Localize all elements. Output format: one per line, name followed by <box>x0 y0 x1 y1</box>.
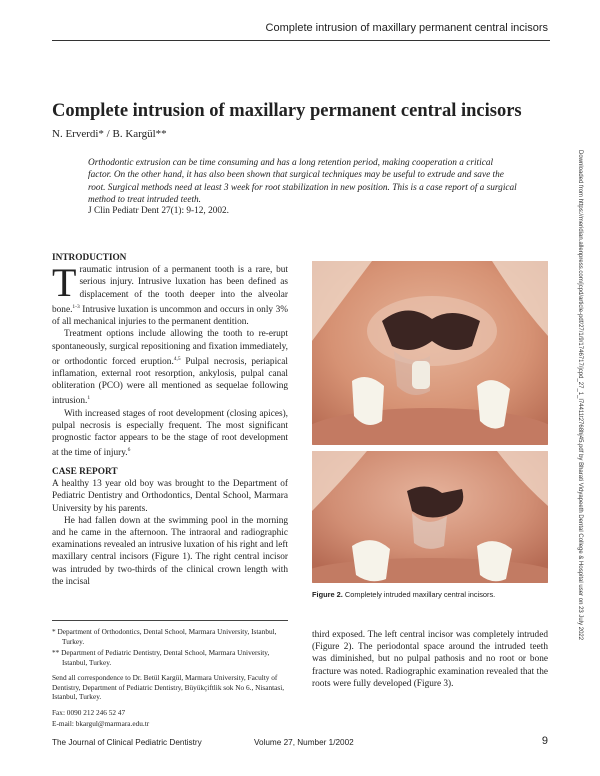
right-column-text <box>312 629 548 690</box>
case-paragraph-2: He had fallen down at the swimming pool in the morning and he came in the afternoon. The intraoral and radiographic examinations revealed an intrusive luxation of his right and left maxillary central incisors (Figure 1). The right central incisor was intruded by two-thirds of the clinical crown length with the incisal <box>52 515 288 587</box>
case-report-section <box>52 466 288 588</box>
intro-paragraph-2: Treatment options include allowing the tooth to re-erupt spontaneously, surgical repositioning and fixation immediately, or orthodontic forced eruption.$^{4,5}$ Pulpal necrosis, periapical inflamation, external root resorption, ankylosis, pulpal canal obliteration (PCO) were all mentioned as sequelae following intrusion.$^1$ <box>52 329 288 407</box>
running-head: Complete intrusion of maxillary permanent central incisors <box>265 22 548 34</box>
case-heading: CASE REPORT <box>52 467 118 477</box>
intro-paragraph-1: Traumatic intrusion of a permanent tooth is a rare, but serious injury. Intrusive luxation has been defined as displacement of the tooth deeper into the alveolar bone.$^{1-3}$ Intrusive luxation is uncommon and occurs in only 3% of all mechanical injuries to the permanent dentition. <box>52 260 288 328</box>
intro-heading: INTRODUCTION <box>52 253 127 263</box>
abstract: Orthodontic extrusion can be time consuming and has a long retention period, making cooperation a critical factor. On the other hand, it has also been shown that surgical techniques may be useful to extrude and save the root. Surgical methods need at least 3 week for root stabilization in new position. This is a case report of a surgical method to treat intruded teeth. <box>88 158 517 205</box>
authors: N. Erverdi* / B. Kargül** <box>52 128 167 140</box>
correspondence: Send all correspondence to Dr. Betül Kargül, Marmara University, Faculty of Dentistry, Department of Pediatric Dentistry, Büyükçiftlik sok No 6., Nisantasi, Istanbul, Turkey. <box>52 673 285 701</box>
download-notice <box>576 150 590 740</box>
footnote-rule <box>52 620 288 621</box>
footer-volume: Volume 27, Number 1/2002 <box>254 738 354 747</box>
download-notice-text: Downloaded from https://meridian.allenpress.com/jcpd/article-pdf/27/1/9/1746717/jcpd_27_1_l74411t2768hj45.pdf by Bharati Vidyapeeth Dental College & Hospital user on 23 July 2022 <box>577 150 583 641</box>
case-paragraph-2-continued: third exposed. The left central incisor was completely intruded (Figure 2). The periodontal space around the intruded teeth was diminished, but no pulpal pathosis and no root or bone fracture was noted. Radiographic examination revealed that the roots were fully developed (Figure 3). <box>312 630 548 689</box>
intro-paragraph-3: With increased stages of root development (closing apices), pulpal necrosis is especially frequent. The most significant prognostic factor appears to be the stage of root development at the time of injury.$^6$ <box>52 408 288 459</box>
figure-2-caption: Figure 2. Completely intruded maxillary central incisors. <box>312 590 496 599</box>
page-number: 9 <box>541 735 548 747</box>
case-paragraph-1: A healthy 13 year old boy was brought to the Department of Pediatric Dentistry and Orthodontics, Dental School, Marmara University by his parents. <box>52 479 288 514</box>
fax: Fax: 0090 212 246 52 47 <box>52 707 126 717</box>
header-rule <box>52 40 550 41</box>
footnote-1: * Department of Orthodontics, Dental School, Marmara University, Istanbul, Turkey. <box>52 627 277 646</box>
drop-cap: T <box>52 260 77 306</box>
footnote-2: ** Department of Pediatric Dentistry, Dental School, Marmara University, Istanbul, Turkey. <box>52 648 270 667</box>
email: E-mail: bkargul@marmara.edu.tr <box>52 719 150 728</box>
citation: J Clin Pediatr Dent 27(1): 9-12, 2002. <box>88 206 229 216</box>
footer-journal: The Journal of Clinical Pediatric Dentistry <box>52 738 202 747</box>
footnotes <box>52 620 288 731</box>
introduction-section <box>52 252 288 460</box>
article-title: Complete intrusion of maxillary permanent central incisors <box>52 101 522 121</box>
figure-1-photo <box>312 261 548 445</box>
figure-2-photo <box>312 451 548 583</box>
